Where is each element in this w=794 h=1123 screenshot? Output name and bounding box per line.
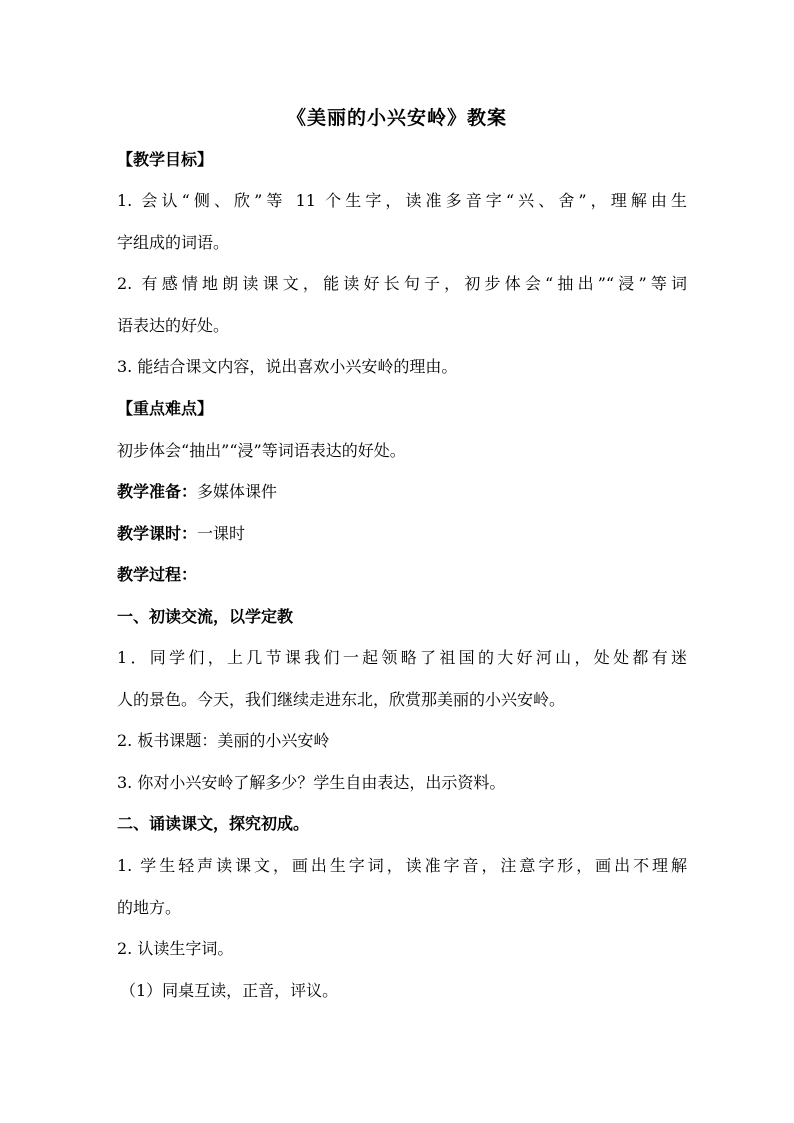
document-title: 《美丽的小兴安岭》教案 bbox=[286, 107, 507, 129]
goal-2-line-2: 语表达的好处。 bbox=[117, 316, 230, 335]
heading-key-difficulties: 【重点难点】 bbox=[117, 399, 214, 418]
section-2-paragraph-1-line-1: 1. 学生轻声读课文，画出生字词，读准字音，注意字形，画出不理解 bbox=[117, 856, 687, 875]
goal-2-line-1: 2. 有感情地朗读课文，能读好长句子，初步体会“抽出”“浸”等词 bbox=[117, 274, 687, 293]
section-2-title: 二、诵读课文，探究初成。 bbox=[117, 814, 310, 833]
teaching-hours bbox=[117, 523, 687, 545]
teaching-hours-label: 教学课时： bbox=[117, 524, 198, 543]
section-1-paragraph-3: 3. 你对小兴安岭了解多少？学生自由表达，出示资料。 bbox=[117, 773, 506, 792]
goal-3: 3. 能结合课文内容，说出喜欢小兴安岭的理由。 bbox=[117, 357, 458, 376]
section-1-title: 一、初读交流，以学定教 bbox=[117, 607, 294, 626]
section-2-paragraph-2: 2. 认读生字词。 bbox=[117, 939, 234, 958]
heading-teaching-goals: 【教学目标】 bbox=[117, 150, 214, 169]
key-difficulty-text: 初步体会“抽出”“浸”等词语表达的好处。 bbox=[117, 441, 406, 460]
goal-1-line-1: 1. 会认“侧、欣”等 11 个生字，读准多音字“兴、舍”，理解由生 bbox=[117, 191, 687, 210]
teaching-preparation bbox=[117, 481, 687, 503]
section-2-paragraph-1-line-2: 的地方。 bbox=[117, 898, 182, 917]
teaching-preparation-value: 多媒体课件 bbox=[197, 482, 278, 501]
goal-1-line-2: 字组成的词语。 bbox=[117, 233, 230, 252]
teaching-hours-value: 一课时 bbox=[197, 524, 246, 543]
section-2-paragraph-3: （1）同桌互读，正音，评议。 bbox=[120, 981, 339, 1000]
section-1-paragraph-1-line-2: 人的景色。今天，我们继续走进东北，欣赏那美丽的小兴安岭。 bbox=[117, 690, 566, 709]
teaching-preparation-label: 教学准备： bbox=[117, 482, 198, 501]
section-1-paragraph-2: 2. 板书课题：美丽的小兴安岭 bbox=[117, 731, 330, 750]
section-1-paragraph-1-line-1: 1．同学们，上几节课我们一起领略了祖国的大好河山，处处都有迷 bbox=[117, 648, 687, 667]
teaching-process-label: 教学过程： bbox=[117, 565, 198, 584]
